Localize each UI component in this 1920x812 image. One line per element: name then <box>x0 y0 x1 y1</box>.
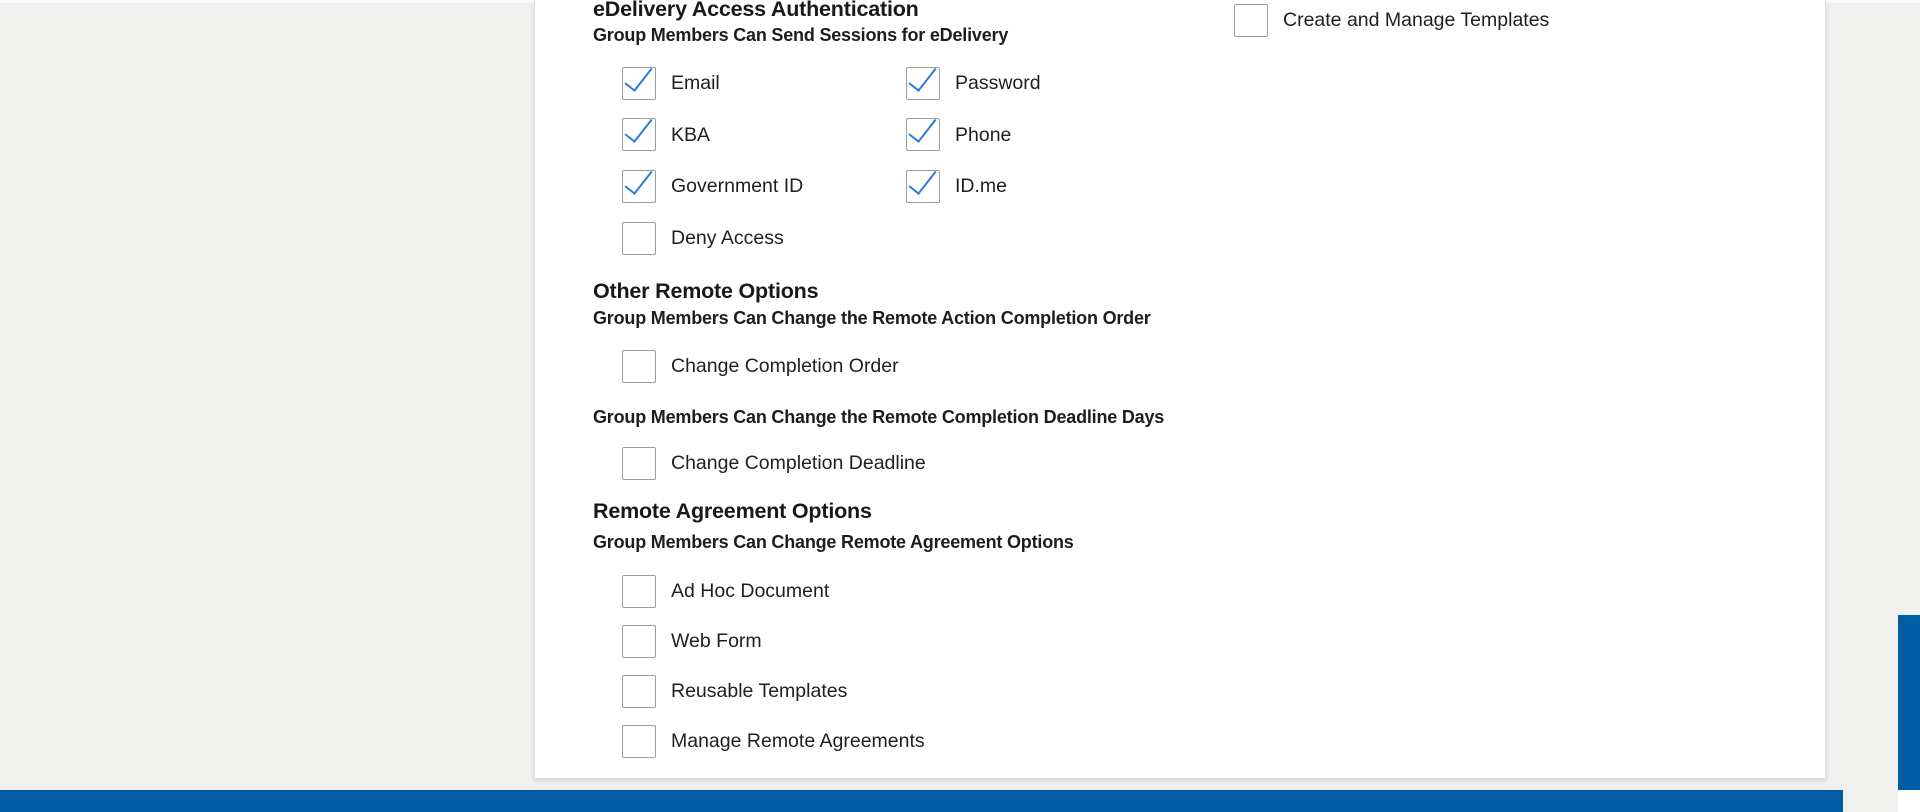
checkbox-row <box>906 169 1306 203</box>
checkbox-label-reusable-templates: Reusable Templates <box>671 680 848 702</box>
checkbox-idme[interactable] <box>906 170 940 203</box>
checkbox-label-idme: ID.me <box>955 175 1008 198</box>
checkbox-label-change-completion-order: Change Completion Order <box>671 355 899 377</box>
checkbox-email[interactable] <box>622 67 656 100</box>
scrollbar-thumb[interactable] <box>1898 615 1920 790</box>
checkbox-change-completion-order[interactable] <box>622 350 656 383</box>
checkbox-row <box>622 446 926 480</box>
checkbox-label-deny-access: Deny Access <box>671 227 784 250</box>
section-title-edelivery-access-authentication: eDelivery Access Authentication <box>593 0 919 21</box>
checkbox-row <box>622 66 906 100</box>
checkbox-row <box>622 624 762 658</box>
checkbox-label-manage-remote-agreements: Manage Remote Agreements <box>671 730 925 752</box>
checkbox-government-id[interactable] <box>622 170 656 203</box>
checkbox-row <box>622 169 906 203</box>
checkbox-create-and-manage-templates[interactable] <box>1234 4 1268 37</box>
section-title-other-remote-options: Other Remote Options <box>593 279 819 303</box>
section-subtitle-remote-action-completion-order: Group Members Can Change the Remote Action Completion Order <box>593 308 1151 328</box>
checkbox-reusable-templates[interactable] <box>622 675 656 708</box>
checkbox-label-ad-hoc-document: Ad Hoc Document <box>671 580 830 602</box>
checkbox-manage-remote-agreements[interactable] <box>622 725 656 758</box>
footer-bar <box>0 790 1843 812</box>
section-subtitle-change-remote-agreement-options: Group Members Can Change Remote Agreement Options <box>593 532 1074 552</box>
checkbox-row <box>906 66 1306 100</box>
checkbox-label-email: Email <box>671 72 720 94</box>
checkbox-label-change-completion-deadline: Change Completion Deadline <box>671 452 926 474</box>
checkbox-password[interactable] <box>906 67 940 100</box>
checkbox-label-kba: KBA <box>671 123 711 146</box>
checkbox-ad-hoc-document[interactable] <box>622 575 656 608</box>
checkbox-row <box>622 574 829 608</box>
scrollbar-corner <box>1898 790 1920 812</box>
checkbox-deny-access[interactable] <box>622 222 656 255</box>
section-subtitle-remote-completion-deadline-days: Group Members Can Change the Remote Completion Deadline Days <box>593 407 1165 427</box>
checkbox-label-web-form: Web Form <box>671 630 762 652</box>
checkbox-phone[interactable] <box>906 118 940 151</box>
checkbox-row <box>906 118 1306 152</box>
checkbox-kba[interactable] <box>622 118 656 151</box>
checkbox-web-form[interactable] <box>622 625 656 658</box>
checkbox-label-government-id: Government ID <box>671 175 804 198</box>
checkbox-row <box>1234 3 1549 37</box>
checkbox-row <box>622 674 847 708</box>
checkbox-row <box>622 724 925 758</box>
checkbox-row <box>622 221 906 255</box>
section-title-remote-agreement-options: Remote Agreement Options <box>593 499 872 523</box>
section-subtitle-send-sessions-edelivery: Group Members Can Send Sessions for eDelivery <box>593 25 1009 45</box>
checkbox-label-create-and-manage-templates: Create and Manage Templates <box>1283 9 1550 31</box>
settings-panel <box>534 0 1826 779</box>
checkbox-label-password: Password <box>955 72 1041 94</box>
checkbox-row <box>622 118 906 152</box>
checkbox-change-completion-deadline[interactable] <box>622 447 656 480</box>
checkbox-row <box>622 349 899 383</box>
edelivery-checkbox-grid <box>622 66 1306 273</box>
checkbox-label-phone: Phone <box>955 123 1012 146</box>
